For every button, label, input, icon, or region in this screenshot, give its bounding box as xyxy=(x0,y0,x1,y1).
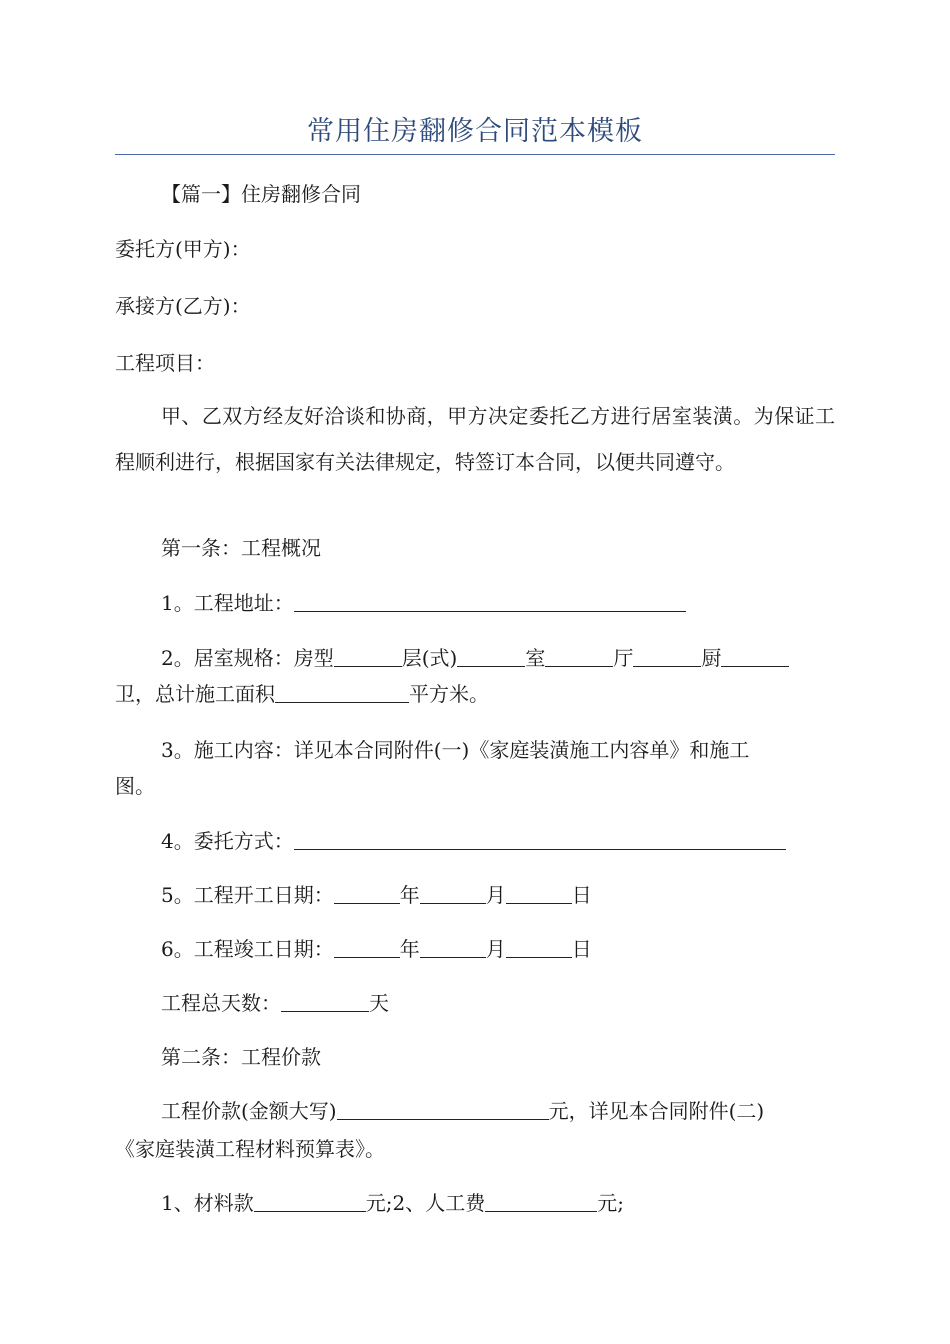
party-a-label: 委托方(甲方)： xyxy=(115,237,251,261)
intro-paragraph: 甲、乙双方经友好洽谈和协商，甲方决定委托乙方进行居室装潢。为保证工程顺利进行，根据国家有关法律规定，特签订本合同，以便共同遵守。 xyxy=(115,404,835,474)
end-month-blank[interactable] xyxy=(420,935,486,958)
bath-blank[interactable] xyxy=(721,644,789,667)
total-days-unit: 天 xyxy=(369,991,389,1015)
spec-label: 2。居室规格：房型 xyxy=(161,646,334,670)
start-date-row xyxy=(115,877,835,913)
party-b-label: 承接方(乙方)： xyxy=(115,294,251,318)
end-month-label: 月 xyxy=(485,937,506,961)
price-label: 工程价款(金额大写) xyxy=(161,1099,337,1123)
spec-row-1 xyxy=(115,640,835,676)
room-blank[interactable] xyxy=(457,644,525,667)
material-blank[interactable] xyxy=(254,1189,366,1212)
labor-blank[interactable] xyxy=(485,1189,597,1212)
material-label: 1、材料款 xyxy=(161,1191,254,1215)
address-row xyxy=(115,585,835,621)
title-underline xyxy=(115,154,835,155)
article2-heading: 第二条：工程价款 xyxy=(161,1045,321,1069)
spec-row-2 xyxy=(115,676,835,712)
content-line-1: 3。施工内容：详见本合同附件(一)《家庭装潢施工内容单》和施工 xyxy=(161,738,750,762)
price-tail: 元，详见本合同附件(二) xyxy=(548,1099,765,1123)
end-year-blank[interactable] xyxy=(334,935,400,958)
start-day-label: 日 xyxy=(571,883,592,907)
area-blank[interactable] xyxy=(275,680,409,703)
section-heading: 【篇一】住房翻修合同 xyxy=(161,182,361,206)
start-month-label: 月 xyxy=(485,883,506,907)
kitchen-blank[interactable] xyxy=(633,644,701,667)
floor-blank[interactable] xyxy=(334,644,402,667)
bath-label: 卫，总计施工面积 xyxy=(115,682,275,706)
start-date-label: 5。工程开工日期： xyxy=(161,883,334,907)
total-days-label: 工程总天数： xyxy=(161,991,281,1015)
price-row-2: 《家庭装潢工程材料预算表》。 xyxy=(115,1137,385,1161)
start-month-blank[interactable] xyxy=(420,881,486,904)
method-blank[interactable] xyxy=(294,827,786,850)
method-row xyxy=(115,823,835,859)
end-date-label: 6。工程竣工日期： xyxy=(161,937,334,961)
start-year-label: 年 xyxy=(399,883,420,907)
end-day-label: 日 xyxy=(571,937,592,961)
method-label: 4。委托方式： xyxy=(161,829,294,853)
total-days-row xyxy=(115,985,835,1021)
hall-blank[interactable] xyxy=(545,644,613,667)
end-day-blank[interactable] xyxy=(506,935,572,958)
material-unit: 元;2、人工费 xyxy=(365,1191,486,1215)
floor-label: 层(式) xyxy=(401,646,458,670)
start-year-blank[interactable] xyxy=(334,881,400,904)
content-line-2: 图。 xyxy=(115,774,155,798)
hall-label: 厅 xyxy=(613,646,634,670)
price-blank[interactable] xyxy=(337,1097,549,1120)
kitchen-label: 厨 xyxy=(701,646,722,670)
labor-unit: 元; xyxy=(597,1191,624,1215)
cost-row xyxy=(115,1185,835,1221)
address-blank[interactable] xyxy=(294,589,686,612)
sqm-label: 平方米。 xyxy=(409,682,489,706)
start-day-blank[interactable] xyxy=(506,881,572,904)
project-label: 工程项目： xyxy=(115,351,215,375)
room-label: 室 xyxy=(525,646,546,670)
end-date-row xyxy=(115,931,835,967)
article1-heading: 第一条：工程概况 xyxy=(161,536,321,560)
price-row-1 xyxy=(115,1093,835,1129)
address-label: 1。工程地址： xyxy=(161,591,294,615)
end-year-label: 年 xyxy=(399,937,420,961)
total-days-blank[interactable] xyxy=(281,989,369,1012)
document-title: 常用住房翻修合同范本模板 xyxy=(307,116,643,147)
